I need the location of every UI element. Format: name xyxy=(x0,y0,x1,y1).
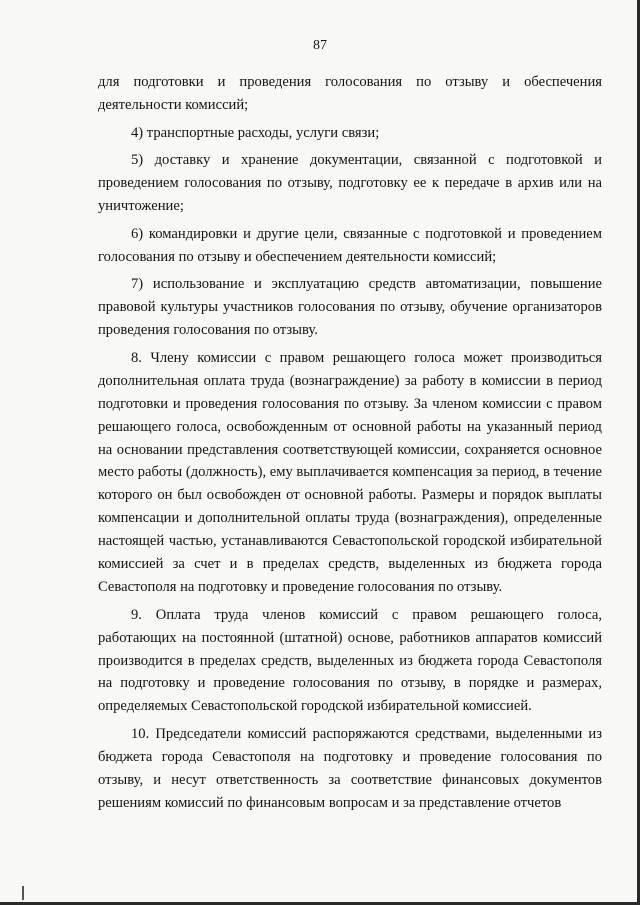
list-item-5: 5) доставку и хранение документации, связанной с подготовкой и проведением голосования по отзыву, подготовку ее к передаче в архив или на уничтожение; xyxy=(98,152,602,215)
paragraph-8: 8. Члену комиссии с правом решающего голоса может производиться дополнительная оплата труда (вознаграждение) за работу в комиссии в период подготовки и проведения голосования по отзыву. За членом комиссии с правом решающего голоса, освобожденным от основной работы на указанный период на основании представления соответствующей комиссии, сохраняется основное место работы (должность), ему выплачивается компенсация за период, в течение которого он был освобожден от основной работы. Размеры и порядок выплаты компенсации и дополнительной оплаты труда (вознаграждения), определенные настоящей частью, устанавливаются Севастопольской городской избирательной комиссией за счет и в пределах средств, выделенных из бюджета города Севастополя на подготовку и проведение голосования по отзыву. xyxy=(98,349,602,596)
list-item-4: 4) транспортные расходы, услуги связи; xyxy=(131,124,380,141)
list-item-6: 6) командировки и другие цели, связанные с подготовкой и проведением голосования по отзыву и обеспечением деятельности комиссий; xyxy=(98,225,602,265)
list-item-7: 7) использование и эксплуатацию средств автоматизации, повышение правовой культуры участников голосования по отзыву, обучение организаторов проведения голосования по отзыву. xyxy=(98,276,602,339)
paragraph-9: 9. Оплата труда членов комиссий с правом решающего голоса, работающих на постоянной (штатной) основе, работников аппаратов комиссий производится в пределах средств, выделенных из бюджета города Севастополя на подготовку и проведение голосования по отзыву, в порядке и размерах, определяемых Севастопольской городской избирательной комиссией. xyxy=(98,606,602,715)
page-number: 87 xyxy=(313,38,327,53)
paragraph-10: 10. Председатели комиссий распоряжаются средствами, выделенными из бюджета города Севастополя на подготовку и проведение голосования по отзыву, и несут ответственность за соответствие финансовых документов решениям комиссий по финансовым вопросам и за представление отчетов xyxy=(98,726,602,811)
document-body xyxy=(98,71,602,819)
scan-mark xyxy=(22,886,24,900)
paragraph-continued: для подготовки и проведения голосования по отзыву и обеспечения деятельности комиссий; xyxy=(98,74,602,113)
